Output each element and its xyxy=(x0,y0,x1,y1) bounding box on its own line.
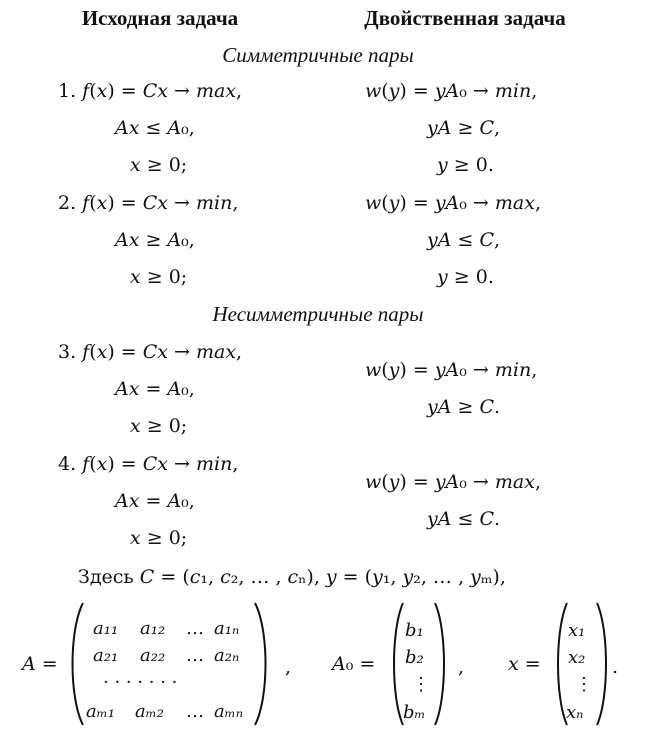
vector-a0-right-paren xyxy=(432,600,450,728)
matrix-a-entry: 𝑎₁ₙ xyxy=(214,618,240,639)
pair4-dual-constraint: 𝑦𝐴 ≤ 𝐶. xyxy=(427,508,501,530)
pair3-dual-objective: 𝑤(𝑦) = 𝑦𝐴₀ → 𝑚𝑖𝑛, xyxy=(365,359,538,381)
matrix-a-label: 𝐴 = xyxy=(22,653,58,675)
matrix-a-entry: 𝑎₁₁ xyxy=(93,618,119,639)
pair4-dual-objective: 𝑤(𝑦) = 𝑦𝐴₀ → 𝑚𝑎𝑥, xyxy=(365,471,541,493)
vector-x-label: 𝑥 = xyxy=(508,653,541,675)
matrix-a-entry: … xyxy=(186,645,204,666)
matrix-a-entry: 𝑎₂₂ xyxy=(140,645,166,666)
matrix-a-entry: … xyxy=(186,618,204,639)
matrix-a-entry: 𝑎ₘ₁ xyxy=(86,701,115,722)
matrix-a-entry: 𝑎₂ₙ xyxy=(214,645,240,666)
matrix-a-dots-row: · · · · · · · xyxy=(103,672,178,693)
pair2-original-objective: 2. 𝑓(𝑥) = 𝐶𝑥 → 𝑚𝑖𝑛, xyxy=(58,192,239,214)
vector-x-vdots: ⋮ xyxy=(575,674,593,695)
pair2-original-constraint: 𝐴𝑥 ≥ 𝐴₀, xyxy=(115,229,195,251)
pair4-original-objective: 4. 𝑓(𝑥) = 𝐶𝑥 → 𝑚𝑖𝑛, xyxy=(58,453,239,475)
vector-a0-entry: 𝑏₂ xyxy=(405,647,424,668)
pair1-dual-objective: 𝑤(𝑦) = 𝑦𝐴₀ → 𝑚𝑖𝑛, xyxy=(365,80,538,102)
pair3-dual-constraint: 𝑦𝐴 ≥ 𝐶. xyxy=(427,396,501,418)
vector-x-entry: 𝑥₂ xyxy=(568,647,586,668)
section-asymmetric: Несимметричные пары xyxy=(212,302,424,326)
pair1-original-objective: 1. 𝑓(𝑥) = 𝐶𝑥 → 𝑚𝑎𝑥, xyxy=(58,80,243,102)
vector-x-right-paren xyxy=(594,600,612,728)
vector-a0-entry: 𝑏₁ xyxy=(405,620,424,641)
pair4-original-nonneg: 𝑥 ≥ 0; xyxy=(130,527,188,549)
pair2-original-nonneg: 𝑥 ≥ 0; xyxy=(130,266,188,288)
header-original: Исходная задача xyxy=(81,6,239,30)
pair2-dual-objective: 𝑤(𝑦) = 𝑦𝐴₀ → 𝑚𝑎𝑥, xyxy=(365,192,541,214)
vector-a0-label: 𝐴₀ = xyxy=(332,653,376,675)
separator-comma: , xyxy=(458,656,465,678)
matrix-a-entry: 𝑎₁₂ xyxy=(140,618,166,639)
section-symmetric: Симметричные пары xyxy=(222,43,414,67)
pair1-dual-constraint: 𝑦𝐴 ≥ 𝐶, xyxy=(427,117,501,139)
vector-x-entry: 𝑥ₙ xyxy=(566,702,584,723)
header-dual: Двойственная задача xyxy=(364,6,566,30)
pair1-original-constraint: 𝐴𝑥 ≤ 𝐴₀, xyxy=(115,117,195,139)
matrix-a-entry: 𝑎ₘ₂ xyxy=(135,701,164,722)
final-period: . xyxy=(612,656,619,678)
vector-a0-vdots: ⋮ xyxy=(412,674,430,695)
pair3-original-objective: 3. 𝑓(𝑥) = 𝐶𝑥 → 𝑚𝑎𝑥, xyxy=(58,341,243,363)
pair2-dual-constraint: 𝑦𝐴 ≤ 𝐶, xyxy=(427,229,501,251)
where-line: Здесь 𝐶 = (𝑐₁, 𝑐₂, … , 𝑐ₙ), 𝑦 = (𝑦₁, 𝑦₂, … , 𝑦ₘ), xyxy=(78,566,506,588)
matrix-a-right-paren xyxy=(252,600,272,728)
matrix-a-entry: 𝑎ₘₙ xyxy=(214,701,244,722)
pair3-original-nonneg: 𝑥 ≥ 0; xyxy=(130,415,188,437)
separator-comma: , xyxy=(285,656,292,678)
pair1-original-nonneg: 𝑥 ≥ 0; xyxy=(130,154,188,176)
pair2-dual-nonneg: 𝑦 ≥ 0. xyxy=(437,266,494,288)
vector-a0-entry: 𝑏ₘ xyxy=(403,702,426,723)
pair1-dual-nonneg: 𝑦 ≥ 0. xyxy=(437,154,494,176)
pair3-original-constraint: 𝐴𝑥 = 𝐴₀, xyxy=(115,378,195,400)
matrix-a-entry: 𝑎₂₁ xyxy=(93,645,119,666)
vector-x-entry: 𝑥₁ xyxy=(568,620,586,641)
pair4-original-constraint: 𝐴𝑥 = 𝐴₀, xyxy=(115,490,195,512)
matrix-a-entry: … xyxy=(186,701,204,722)
matrix-a-left-paren xyxy=(66,600,86,728)
